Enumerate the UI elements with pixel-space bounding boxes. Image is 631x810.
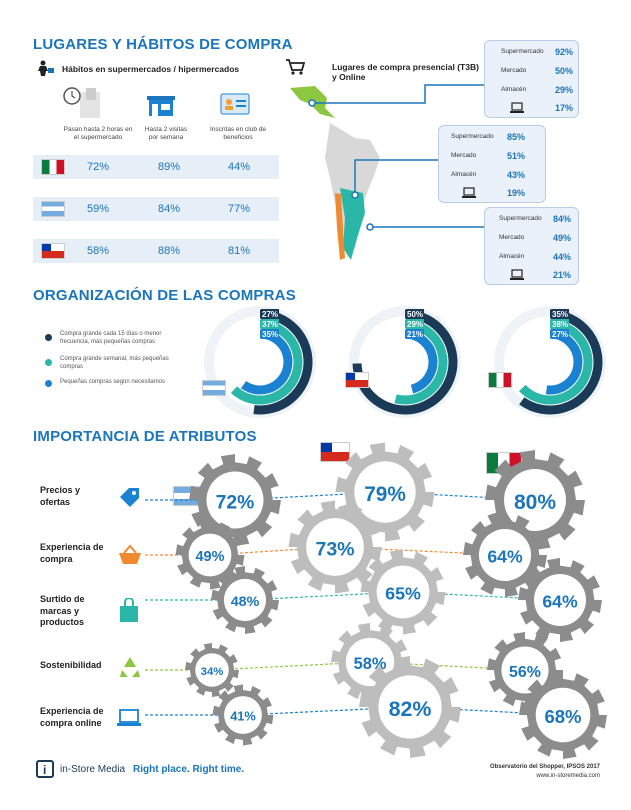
section-title-lugares: LUGARES Y HÁBITOS DE COMPRA [33,36,293,53]
mexico-flag-icon [488,372,512,388]
legend-swatch-2 [45,359,52,366]
value: 50% [555,66,574,76]
attr-label-online: Experiencia de compra online [40,706,104,728]
section-title-organizacion: ORGANIZACIÓN DE LAS COMPRAS [33,287,296,304]
gear-label: 49% [195,549,225,566]
organization-donuts [190,300,610,420]
col-label-time: Pasan hasta 2 horas en el supermercado [63,126,133,142]
gear-label: 41% [230,708,256,724]
cell-value: 77% [227,203,251,215]
table-row-argentina [33,197,279,221]
gear-label: 68% [544,705,582,727]
slice-label: 50% [407,310,424,319]
laptop-icon [509,268,525,280]
value: 21% [553,270,572,280]
cell-value: 44% [227,161,251,173]
cell-value: 58% [86,245,110,257]
value: 84% [553,214,572,224]
label-supermercado: Supermercado [451,133,494,140]
legend-swatch-1 [45,334,52,341]
slice-label: 35% [262,330,279,339]
legend-label-1: Compra grande cada 15 días o menor frecuencia, más pequeñas compras [60,331,162,345]
section-title-importancia: IMPORTANCIA DE ATRIBUTOS [33,428,257,445]
slice-label: 35% [552,310,569,319]
gear-label: 72% [215,492,255,514]
label-almacen: Almacén [451,171,477,178]
slice-label: 27% [262,310,279,319]
brand-tagline: Right place. Right time. [133,764,245,775]
value: 92% [555,47,574,57]
gear-label: 48% [230,594,260,611]
label-mercado: Mercado [451,152,477,159]
label-supermercado: Supermercado [501,48,544,55]
attr-label-experiencia: Experiencia de compra [40,542,104,564]
cell-value: 88% [157,245,181,257]
cell-value: 89% [157,161,181,173]
attribute-gears-chart [0,430,631,760]
brand-logo-icon [36,760,54,778]
source-url: www.in-storemedia.com [536,773,600,779]
gear-label: 58% [353,655,387,674]
gear-label: 82% [388,697,432,722]
value: 19% [507,188,526,198]
brand-name: in-Store Media [60,764,126,775]
label-supermercado: Supermercado [499,215,542,222]
chile-flag-icon [41,243,65,259]
slice-label: 27% [552,330,569,339]
shopper-icon [37,60,55,76]
gear-argentina [185,643,239,697]
places-subtitle: Lugares de compra presencial (T3B) y Online [332,62,479,83]
col-label-visits: Hasta 2 visitas por semana [144,126,188,142]
donut-chile [349,306,461,418]
places-box-chile [438,125,546,203]
attr-label-sostenibilidad: Sostenibilidad [40,660,102,670]
places-box-argentina [484,207,579,285]
slice-label: 38% [552,320,569,329]
legend-label-3: Pequeñas compras según necesitamos [60,379,166,385]
gear-label: 65% [385,583,421,604]
attr-label-surtido: Surtido de marcas y productos [40,594,85,628]
habits-subtitle: Hábitos en supermercados / hipermercados [62,64,240,74]
argentina-flag-icon [41,201,65,217]
gear-label: 73% [315,538,355,561]
gear-label: 80% [513,491,557,514]
value: 17% [555,103,574,113]
donut-méxico [494,306,606,418]
connector-line [145,592,560,600]
slice-label: 37% [262,320,279,329]
gear-label: 64% [542,591,578,612]
value: 43% [507,170,526,180]
places-box-mexico [484,40,579,118]
connector-line [145,707,563,715]
label-almacen: Almacén [499,253,525,260]
table-row-mexico [33,155,279,179]
cell-value: 72% [86,161,110,173]
argentina-flag-icon [202,380,226,396]
slice-label: 29% [407,320,424,329]
value: 51% [507,151,526,161]
value: 49% [553,233,572,243]
legend-swatch-3 [45,380,52,387]
cell-value: 81% [227,245,251,257]
gear-label: 56% [509,663,541,681]
legend-label-2: Compra grande semanal, más pequeñas compras [60,356,169,370]
laptop-icon [509,101,525,113]
member-card-icon [220,93,250,115]
value: 85% [507,132,526,142]
slice-label: 21% [407,330,424,339]
col-label-club: Inscritas en club de beneficios [209,126,266,142]
gear-label: 34% [200,665,224,678]
clock-bags-icon [62,84,104,120]
label-almacen: Almacén [501,86,527,93]
gear-label: 64% [487,546,523,567]
chile-flag-icon [345,372,369,388]
table-row-chile [33,239,279,263]
gear-chile [361,550,446,635]
cell-value: 59% [86,203,110,215]
gear-label: 79% [364,482,406,506]
value: 29% [555,85,574,95]
donut-argentina [204,306,316,418]
cart-icon [285,58,305,76]
supermarket-icon [146,92,176,118]
svg-text:i: i [43,763,47,776]
laptop-icon [461,186,477,198]
source-text: Observatorio del Shopper, IPSOS 2017 [489,764,600,770]
mexico-flag-icon [41,159,65,175]
label-mercado: Mercado [501,67,527,74]
attr-label-precios: Precios y ofertas [40,485,81,507]
cell-value: 84% [157,203,181,215]
label-mercado: Mercado [499,234,525,241]
value: 44% [553,252,572,262]
gear-argentina [213,685,274,746]
